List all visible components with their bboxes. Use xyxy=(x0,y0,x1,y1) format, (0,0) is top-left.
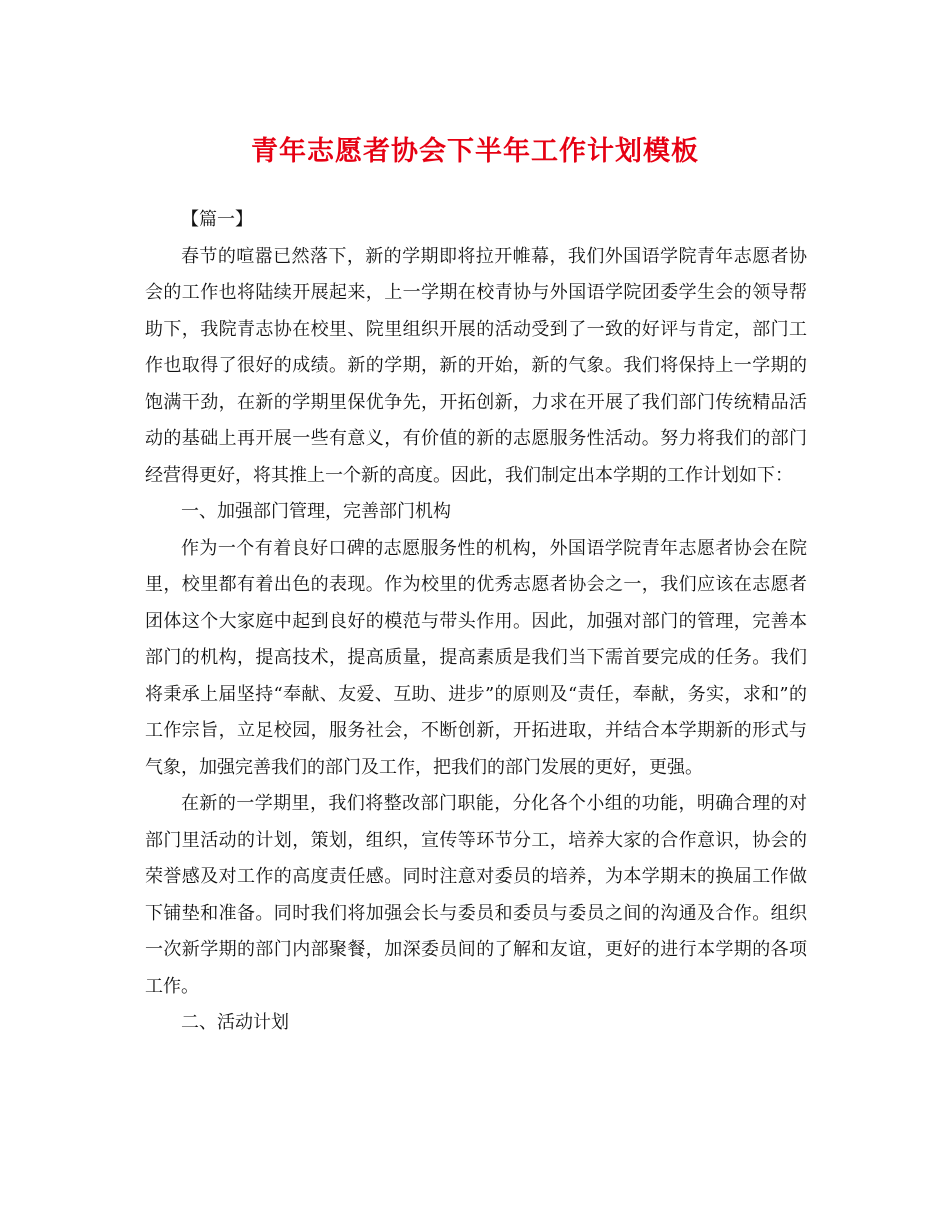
document-body xyxy=(145,202,807,1042)
paragraph-intro: 春节的喧嚣已然落下，新的学期即将拉开帷幕，我们外国语学院青年志愿者协会的工作也将陆续开展起来，上一学期在校青协与外国语学院团委学生会的领导帮助下，我院青志协在校里、院里组织开展的活动受到了一致的好评与肯定，部门工作也取得了很好的成绩。新的学期，新的开始，新的气象。我们将保持上一学期的饱满干劲，在新的学期里保优争先，开拓创新，力求在开展了我们部门传统精品活动的基础上再开展一些有意义，有价值的新的志愿服务性活动。努力将我们的部门经营得更好，将其推上一个新的高度。因此，我们制定出本学期的工作计划如下： xyxy=(145,245,807,486)
paragraph-section-1: 作为一个有着良好口碑的志愿服务性的机构，外国语学院青年志愿者协会在院里，校里都有着出色的表现。作为校里的优秀志愿者协会之一，我们应该在志愿者团体这个大家庭中起到良好的模范与带头作用。因此，加强对部门的管理，完善本部门的机构，提高技术，提高质量，提高素质是我们当下需首要完成的任务。我们将秉承上届坚持“奉献、友爱、互助、进步”的原则及“责任，奉献，务实，求和”的工作宗旨，立足校园，服务社会，不断创新，开拓进取，并结合本学期新的形式与气象，加强完善我们的部门及工作，把我们的部门发展的更好，更强。 xyxy=(145,537,807,778)
heading-section-2: 二、活动计划 xyxy=(181,1012,289,1033)
section-marker: 【篇一】 xyxy=(181,209,253,230)
heading-section-1: 一、加强部门管理，完善部门机构 xyxy=(181,501,451,522)
paragraph-section-1-plan: 在新的一学期里，我们将整改部门职能，分化各个小组的功能，明确合理的对部门里活动的计划，策划，组织，宣传等环节分工，培养大家的合作意识，协会的荣誉感及对工作的高度责任感。同时注意对委员的培养，为本学期末的换届工作做下铺垫和准备。同时我们将加强会长与委员和委员与委员之间的沟通及合作。组织一次新学期的部门内部聚餐，加深委员间的了解和友谊，更好的进行本学期的各项工作。 xyxy=(145,793,807,997)
document-title: 青年志愿者协会下半年工作计划模板 xyxy=(251,136,699,167)
